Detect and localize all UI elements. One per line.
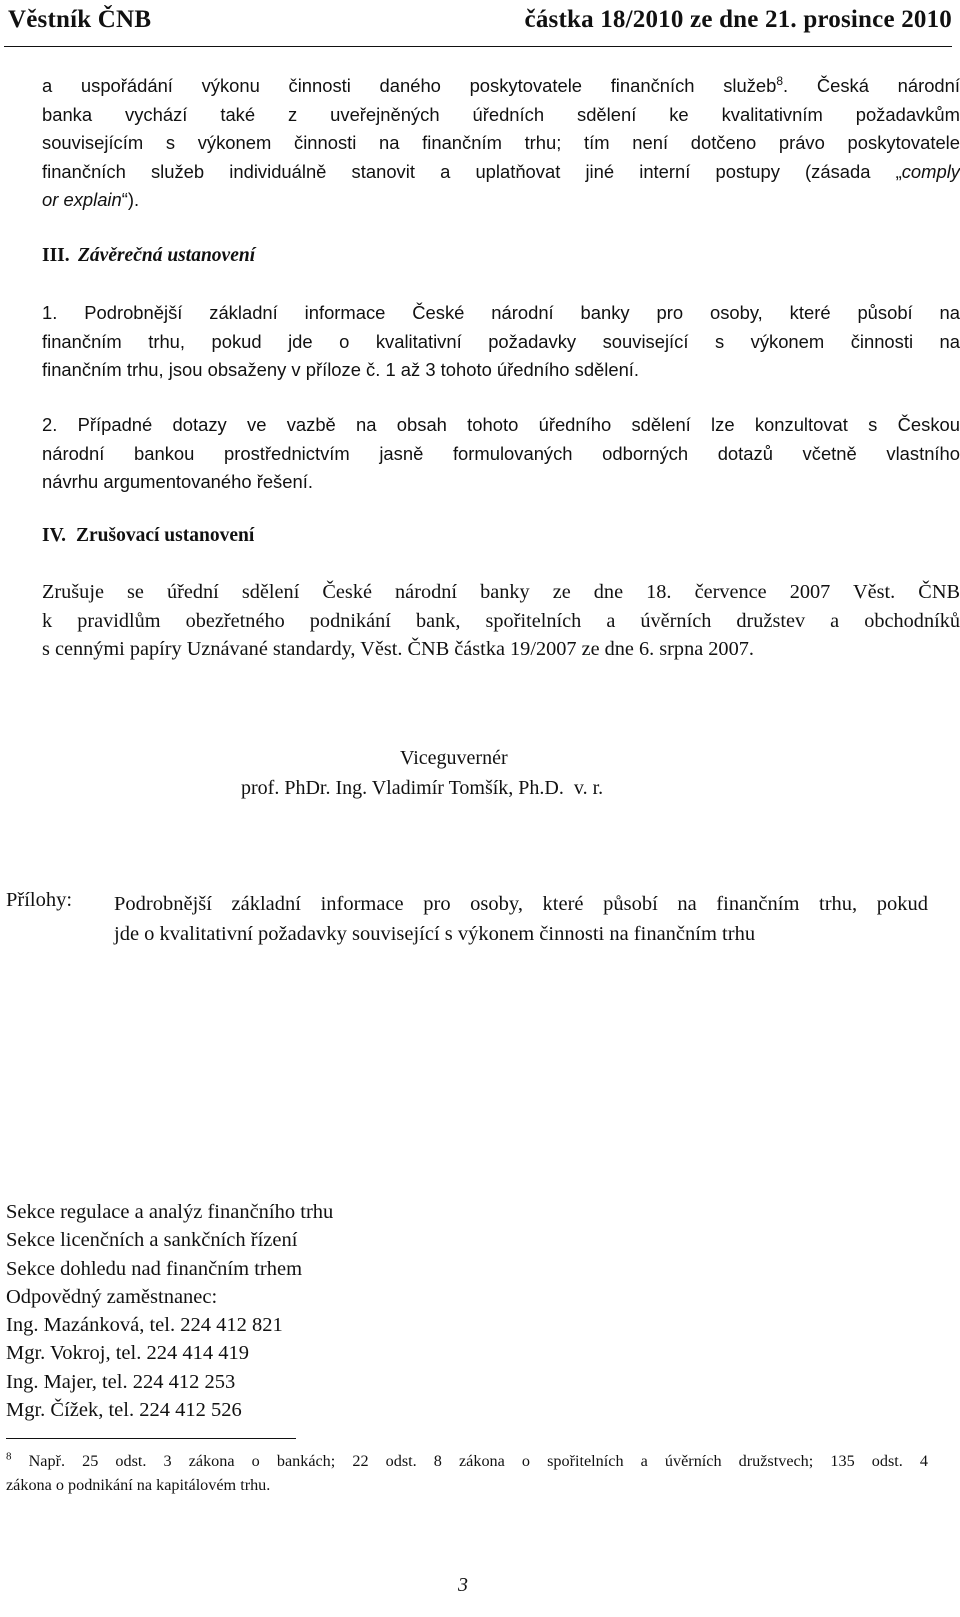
contact-line: Mgr. Čížek, tel. 224 412 526 <box>6 1399 242 1422</box>
section-heading-iv <box>42 525 254 547</box>
paragraph-line: návrhu argumentovaného řešení. <box>42 471 313 493</box>
page-number: 3 <box>458 1574 468 1596</box>
contact-line: Odpovědný zaměstnanec: <box>6 1285 218 1308</box>
contact-line: Mgr. Vokroj, tel. 224 414 419 <box>6 1342 249 1365</box>
paragraph-line: s cennými papíry Uznávané standardy, Věst. ČNB částka 19/2007 ze dne 6. srpna 2007. <box>42 638 754 661</box>
contact-line: Ing. Mazánková, tel. 224 412 821 <box>6 1314 283 1337</box>
section-heading-iii <box>42 245 255 267</box>
signatory-name: prof. PhDr. Ing. Vladimír Tomšík, Ph.D. v. r. <box>241 777 604 799</box>
attachments-line: Podrobnější základní informace pro osoby, které působí na finančním trhu, pokud <box>114 893 928 915</box>
intro-line: souvisejícím s výkonem činnosti na finančním trhu; tím není dotčeno právo poskytovatele <box>42 132 960 154</box>
intro-line: finančních služeb individuálně stanovit a uplatňovat jiné interní postupy (zásada „comply <box>42 160 960 182</box>
paragraph-line: finančním trhu, pokud jde o kvalitativní požadavky související s výkonem činnosti na <box>42 330 960 352</box>
intro-line: a uspořádání výkonu činnosti daného poskytovatele finančních služeb$^8$. Česká národní <box>42 73 960 96</box>
footnote-line: $^8$ Např. 25 odst. 3 zákona o bankách; 22 odst. 8 zákona o spořitelních a úvěrních družstvech; 135 odst. 4 <box>6 1450 928 1470</box>
attachments-text <box>114 889 928 949</box>
intro-paragraph <box>42 72 960 215</box>
attachments-label: Přílohy: <box>6 889 73 911</box>
header-divider <box>4 46 952 47</box>
footnote <box>6 1449 928 1497</box>
paragraph-line: finančním trhu, jsou obsaženy v příloze č. 1 až 3 tohoto úředního sdělení. <box>42 359 640 381</box>
footnote-line: zákona o podnikání na kapitálovém trhu. <box>6 1476 271 1494</box>
section-iii-paragraph-2 <box>42 411 960 497</box>
contacts-block <box>6 1198 333 1424</box>
paragraph-line: k pravidlům obezřetného podnikání bank, spořitelních a úvěrních družstev a obchodníků <box>42 609 960 632</box>
issue-info: částka 18/2010 ze dne 21. prosince 2010 <box>524 6 952 33</box>
section-title: Zrušovací ustanovení <box>76 525 255 546</box>
journal-title: Věstník ČNB <box>8 6 152 33</box>
contact-line: Sekce dohledu nad finančním trhem <box>6 1257 303 1280</box>
section-iv-paragraph <box>42 578 960 664</box>
attachments-line: jde o kvalitativní požadavky související s výkonem činnosti na finančním trhu <box>114 923 756 945</box>
paragraph-line: 2. Případné dotazy ve vazbě na obsah tohoto úředního sdělení lze konzultovat s Českou <box>42 414 960 435</box>
contact-line: Ing. Majer, tel. 224 412 253 <box>6 1370 236 1393</box>
paragraph-line: Zrušuje se úřední sdělení České národní banky ze dne 18. července 2007 Věst. ČNB <box>42 581 960 603</box>
footnote-divider <box>6 1438 296 1439</box>
contact-line: Sekce regulace a analýz finančního trhu <box>6 1201 334 1223</box>
section-number: III. <box>42 245 70 266</box>
footnote-reference: 8 <box>776 73 784 88</box>
intro-line: banka vychází také z uveřejněných úředních sdělení ke kvalitativním požadavkům <box>42 103 960 125</box>
section-number: IV. <box>42 525 67 546</box>
footnote-marker: 8 <box>6 1450 12 1463</box>
paragraph-line: národní bankou prostřednictvím jasně formulovaných odborných dotazů včetně vlastního <box>42 442 960 464</box>
intro-line: or explain“). <box>42 189 140 211</box>
section-iii-paragraph-1 <box>42 299 960 385</box>
signatory-role: Viceguvernér <box>400 747 508 769</box>
paragraph-line: 1. Podrobnější základní informace České národní banky pro osoby, které působí na <box>42 302 960 323</box>
page-header <box>8 6 952 42</box>
contact-line: Sekce licenčních a sankčních řízení <box>6 1229 298 1252</box>
section-title: Závěrečná ustanovení <box>78 245 256 266</box>
